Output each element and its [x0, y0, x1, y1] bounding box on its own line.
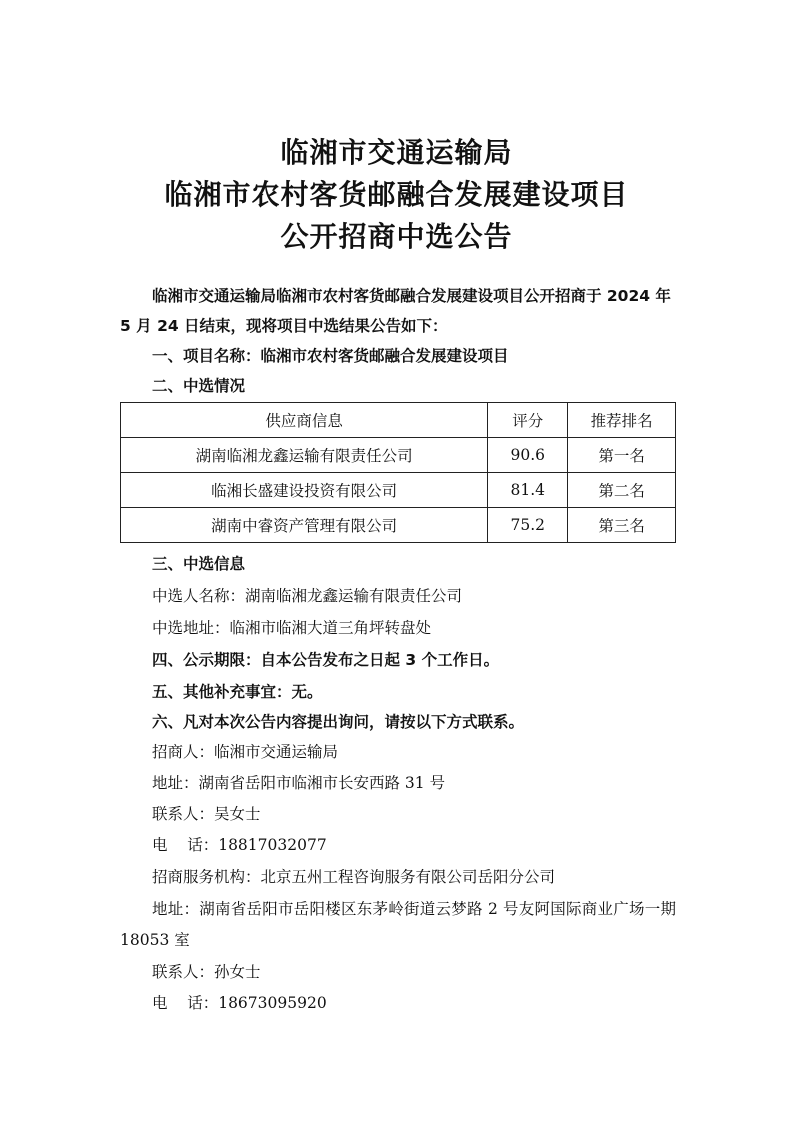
section-contact-heading: 六、凡对本次公告内容提出询问，请按以下方式联系。 — [152, 713, 525, 731]
cell-supplier: 湖南中睿资产管理有限公司 — [121, 508, 488, 543]
cell-score: 81.4 — [488, 473, 568, 508]
cell-rank: 第三名 — [568, 508, 676, 543]
agency-phone: 电 话：18673095920 — [152, 994, 327, 1012]
winner-name: 中选人名称：湖南临湘龙鑫运输有限责任公司 — [152, 587, 463, 605]
table-row — [121, 473, 676, 508]
cell-rank: 第二名 — [568, 473, 676, 508]
section-selection-info-heading: 三、中选信息 — [152, 555, 246, 573]
tenderer-phone: 电 话：18817032077 — [152, 836, 327, 854]
table-row — [121, 438, 676, 473]
title-line-3: 公开招商中选公告 — [280, 220, 513, 253]
document-title — [0, 132, 793, 258]
tenderer-contact: 联系人：吴女士 — [152, 805, 261, 823]
section-project-name: 一、项目名称：临湘市农村客货邮融合发展建设项目 — [152, 347, 509, 365]
table-header-row — [121, 403, 676, 438]
intro-line-2: 5 月 24 日结束，现将项目中选结果公告如下： — [120, 317, 448, 335]
title-line-2: 临湘市农村客货邮融合发展建设项目 — [164, 178, 629, 211]
header-rank: 推荐排名 — [568, 403, 676, 438]
table-row — [121, 508, 676, 543]
cell-score: 75.2 — [488, 508, 568, 543]
section-publicity-period: 四、公示期限：自本公告发布之日起 3 个工作日。 — [152, 651, 500, 669]
title-line-1: 临湘市交通运输局 — [280, 136, 513, 169]
section-selection-heading: 二、中选情况 — [152, 377, 246, 395]
agency-name: 招商服务机构：北京五州工程咨询服务有限公司岳阳分公司 — [152, 868, 556, 886]
cell-rank: 第一名 — [568, 438, 676, 473]
header-score: 评分 — [488, 403, 568, 438]
tenderer-name: 招商人：临湘市交通运输局 — [152, 743, 339, 761]
agency-contact: 联系人：孙女士 — [152, 963, 261, 981]
intro-line-1: 临湘市交通运输局临湘市农村客货邮融合发展建设项目公开招商于 2024 年 — [152, 287, 671, 305]
agency-address-line-1: 地址：湖南省岳阳市岳阳楼区东茅岭街道云梦路 2 号友阿国际商业广场一期 — [152, 900, 676, 918]
header-supplier: 供应商信息 — [121, 403, 488, 438]
cell-supplier: 湖南临湘龙鑫运输有限责任公司 — [121, 438, 488, 473]
tenderer-address: 地址：湖南省岳阳市临湘市长安西路 31 号 — [152, 774, 446, 792]
winner-address: 中选地址：临湘市临湘大道三角坪转盘处 — [152, 619, 432, 637]
cell-supplier: 临湘长盛建设投资有限公司 — [121, 473, 488, 508]
agency-address-line-2: 18053 室 — [120, 931, 190, 949]
cell-score: 90.6 — [488, 438, 568, 473]
results-table — [120, 402, 676, 543]
section-other-matters: 五、其他补充事宜：无。 — [152, 683, 323, 701]
